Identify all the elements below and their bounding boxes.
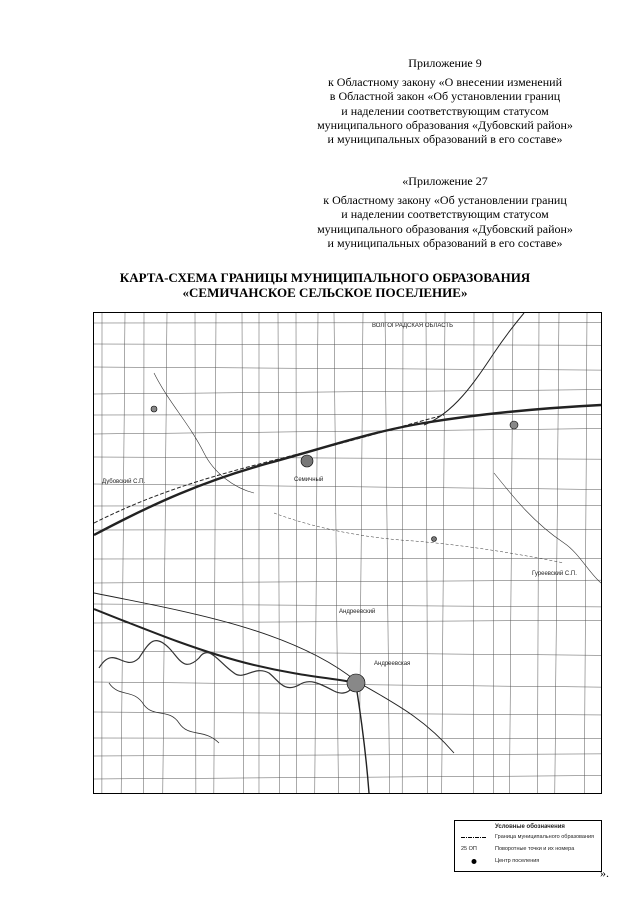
map-label-dubovsky: Дубовский С.П. — [102, 479, 146, 485]
settlement-north — [301, 455, 313, 467]
boundary-line-icon — [461, 833, 487, 842]
grid-line — [94, 414, 601, 415]
appendix-27-heading: «Приложение 27 — [402, 174, 488, 188]
title-line-1: КАРТА-СХЕМА ГРАНИЦЫ МУНИЦИПАЛЬНОГО ОБРАЗОВАНИЯ — [119, 270, 531, 285]
grid-line — [538, 313, 539, 793]
appendix-9-line: муниципального образования «Дубовский район» — [317, 117, 573, 132]
legend-label: Поворотные точки и их номера — [495, 846, 575, 852]
title-line-2: «СЕМИЧАНСКОЕ СЕЛЬСКОЕ ПОСЕЛЕНИЕ» — [182, 285, 468, 300]
road-south — [356, 685, 369, 793]
legend-item-center — [461, 857, 597, 866]
grid-line — [94, 429, 601, 434]
legend-label: Граница муниципального образования — [495, 834, 595, 840]
appendix-9-line: и муниципальных образований в его составе» — [327, 132, 563, 147]
grid-line — [584, 313, 587, 793]
grid-line — [442, 313, 445, 793]
grid-line — [94, 754, 601, 756]
settlement-nw — [151, 406, 157, 412]
grid-line — [426, 313, 428, 793]
settlement-small — [432, 537, 437, 542]
grid-line — [94, 344, 601, 345]
grid-line — [214, 313, 216, 793]
grid-line — [94, 580, 601, 583]
grid-line — [242, 313, 244, 793]
turn-point-icon: 25 ОП — [461, 846, 477, 852]
map-label-east: Гуреевский С.П. — [532, 571, 577, 577]
appendix-27-line: и наделении соответствующим статусом — [341, 207, 549, 222]
grid-line — [94, 776, 601, 779]
map-label-landmark: Андреевская — [374, 661, 411, 667]
appendix-27-block — [300, 174, 590, 250]
grid-line — [402, 313, 403, 793]
appendix-9-block — [300, 56, 590, 146]
highway-north — [94, 405, 601, 535]
legend-label: Центр поселения — [495, 858, 540, 864]
map-label-center: Андреевский — [339, 609, 376, 615]
grid-line — [94, 651, 601, 655]
appendix-9-line: к Областному закону «О внесении изменений — [327, 75, 563, 90]
settlement-center — [347, 674, 365, 692]
grid-line — [94, 738, 601, 739]
river-meander — [109, 683, 219, 743]
appendix-9-line: и наделении соответствующим статусом — [341, 103, 549, 118]
appendix-27-line: муниципального образования «Дубовский район» — [317, 221, 573, 236]
legend-title: Условные обозначения — [495, 824, 565, 830]
grid-line — [94, 604, 601, 607]
grid-line — [296, 313, 297, 793]
map-legend — [454, 820, 602, 872]
highway-south — [94, 609, 356, 683]
map-labels — [102, 323, 577, 667]
road-diagonal — [94, 593, 454, 753]
map-label-region: ВОЛГОГРАДСКАЯ ОБЛАСТЬ — [372, 323, 454, 329]
legend-item-points — [461, 845, 597, 854]
grid-line — [94, 558, 601, 559]
document-title — [90, 270, 560, 300]
grid-line — [94, 620, 601, 623]
grid-line — [278, 313, 280, 793]
closing-quote: ». — [600, 866, 609, 880]
map-drawing — [94, 313, 601, 793]
grid-line — [143, 313, 144, 793]
grid-line — [94, 712, 601, 715]
map-roads — [94, 313, 601, 793]
grid-line — [163, 313, 167, 793]
settlement-ne — [510, 421, 518, 429]
grid-line — [94, 457, 601, 459]
stream-mid — [274, 513, 564, 563]
grid-line — [315, 313, 318, 793]
grid-line — [94, 367, 601, 370]
grid-line — [195, 313, 196, 793]
grid-line — [385, 313, 390, 793]
grid-line — [555, 313, 559, 793]
legend-item-boundary — [461, 833, 597, 842]
map-grid — [94, 313, 601, 793]
grid-line — [121, 313, 125, 793]
appendix-27-line: к Областному закону «Об установлении границ — [323, 193, 567, 208]
map-settlements — [151, 406, 518, 692]
boundary-map — [93, 312, 602, 794]
appendix-27-line: и муниципальных образований в его составе» — [327, 235, 563, 250]
appendix-9-line: в Областной закон «Об установлении границ — [329, 89, 561, 104]
grid-line — [334, 313, 338, 793]
grid-line — [94, 390, 601, 394]
river-main — [99, 641, 356, 694]
map-label-village: Семичный — [294, 477, 324, 483]
settlement-center-icon — [461, 857, 487, 866]
grid-line — [94, 484, 601, 489]
grid-line — [94, 529, 601, 530]
grid-line — [473, 313, 474, 793]
railway-north — [94, 415, 444, 523]
appendix-9-heading: Приложение 9 — [408, 56, 482, 70]
grid-line — [94, 505, 601, 506]
